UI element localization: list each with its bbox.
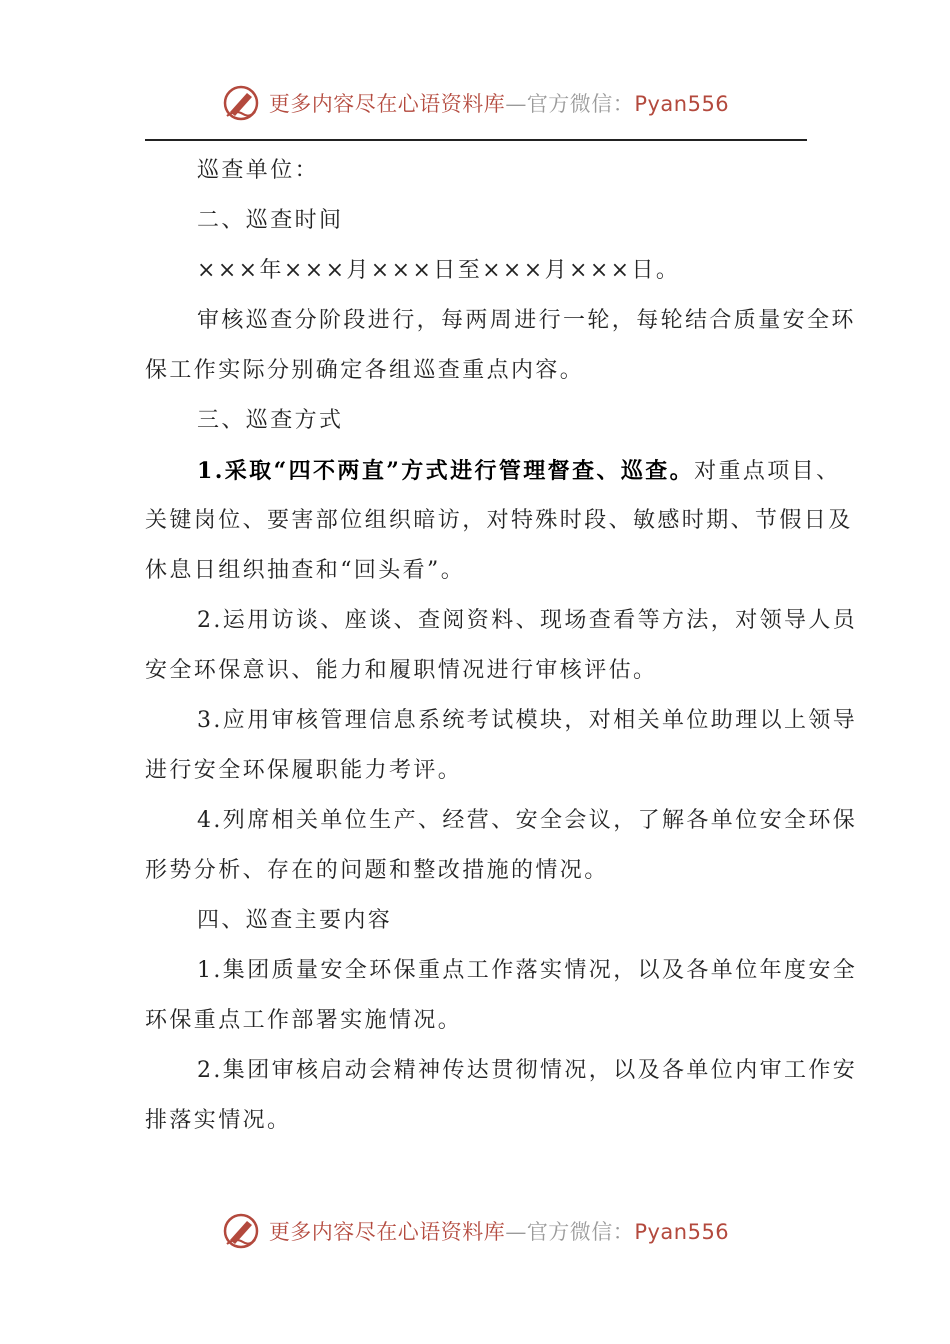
footer-watermark — [0, 1206, 950, 1256]
paragraph-line: 2.集团审核启动会精神传达贯彻情况，以及各单位内审工作安 — [197, 1058, 858, 1083]
paragraph-line: 巡查单位： — [197, 158, 320, 183]
paragraph-line: 1.集团质量安全环保重点工作落实情况，以及各单位年度安全 — [197, 958, 858, 983]
pen-logo-icon — [221, 83, 261, 123]
paragraph-line: 休息日组织抽查和“回头看”。 — [145, 558, 466, 583]
document-body — [145, 146, 858, 1146]
paragraph-line: 关键岗位、要害部位组织暗访，对特殊时段、敏感时期、节假日及 — [145, 508, 853, 533]
paragraph-line: 安全环保意识、能力和履职情况进行审核评估。 — [145, 658, 658, 683]
header-text: 更多内容尽在心语资料库—官方微信：Pyan556 — [268, 92, 730, 116]
paragraph-line: 3.应用审核管理信息系统考试模块，对相关单位助理以上领导 — [197, 708, 858, 733]
paragraph-line: 4.列席相关单位生产、经营、安全会议，了解各单位安全环保 — [197, 808, 858, 833]
pen-logo-icon — [221, 1211, 261, 1251]
header-divider — [145, 139, 807, 141]
paragraph-line: 保工作实际分别确定各组巡查重点内容。 — [145, 358, 585, 383]
paragraph-line: 环保重点工作部署实施情况。 — [145, 1008, 463, 1033]
section-heading: 四、巡查主要内容 — [197, 908, 393, 933]
footer-text: 更多内容尽在心语资料库—官方微信：Pyan556 — [268, 1220, 730, 1244]
bold-lead: 1.采取“四不两直”方式进行管理督查、巡查。 — [197, 458, 695, 484]
paragraph-line: 2.运用访谈、座谈、查阅资料、现场查看等方法，对领导人员 — [197, 608, 858, 633]
section-heading: 二、巡查时间 — [197, 208, 344, 233]
paragraph-line: 进行安全环保履职能力考评。 — [145, 758, 463, 783]
paragraph-line — [145, 446, 841, 496]
paragraph-line: 形势分析、存在的问题和整改措施的情况。 — [145, 858, 609, 883]
paragraph-text: 对重点项目、 — [694, 459, 841, 484]
paragraph-line: 审核巡查分阶段进行，每两周进行一轮，每轮结合质量安全环 — [197, 308, 856, 333]
header-watermark — [0, 78, 950, 128]
paragraph-line: 排落实情况。 — [145, 1108, 292, 1133]
paragraph-line: ×××年×××月×××日至×××月×××日。 — [197, 258, 681, 283]
section-heading: 三、巡查方式 — [197, 408, 344, 433]
